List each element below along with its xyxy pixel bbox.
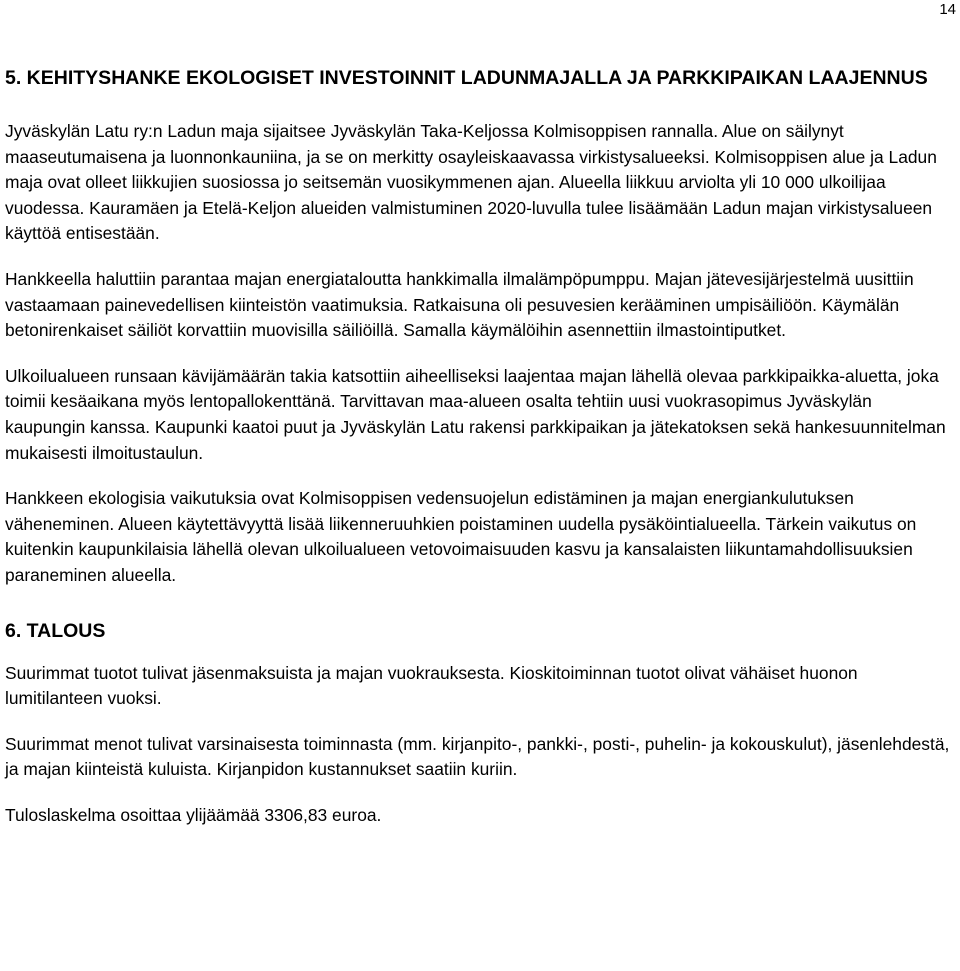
section-5-paragraph-1: Jyväskylän Latu ry:n Ladun maja sijaitsee Jyväskylän Taka-Keljossa Kolmisoppisen rannalla. Alue on säilynyt maaseutumaisena ja luonnonkauniina, ja se on merkitty osayleiskaavassa virkistysalueeksi. Kolmisoppisen alue ja Ladun maja ovat olleet liikkujien suosiossa jo seitsemän vuosikymmenen ajan. Alueella liikkuu arviolta yli 10 000 ulkoilijaa vuodessa. Kauramäen ja Etelä-Keljon alueiden valmistuminen 2020-luvulla tulee lisäämään Ladun majan virkistysalueen käyttöä entisestään. <box>5 121 937 244</box>
section-6-heading: 6. TALOUS <box>5 619 106 642</box>
section-5-paragraph-4: Hankkeen ekologisia vaikutuksia ovat Kolmisoppisen vedensuojelun edistäminen ja majan energiankulutuksen väheneminen. Alueen käytettävyyttä lisää liikenneruuhkien poistaminen uudella pysäköintialueella. Tärkein vaikutus on kuitenkin kaupunkilaisia lähellä olevan ulkoilualueen vetovoimaisuuden kasvu ja kansalaisten liikuntamahdollisuuksien paraneminen alueella. <box>5 488 917 585</box>
section-spacer <box>5 609 955 617</box>
page-number: 14 <box>939 1 956 18</box>
page-content <box>5 64 955 848</box>
section-6-paragraph-3: Tuloslaskelma osoittaa ylijäämää 3306,83 euroa. <box>5 804 382 825</box>
section-5-paragraph-2: Hankkeella haluttiin parantaa majan energiataloutta hankkimalla ilmalämpöpumppu. Majan jätevesijärjestelmä uusittiin vastaamaan painevedellisen kiinteistön vaatimuksia. Ratkaisuna oli pesuvesien kerääminen umpisäiliöön. Käymälän betonirenkaiset säiliöt korvattiin muovisilla säiliöillä. Samalla käymälöihin asennettiin ilmastointiputket. <box>5 268 914 341</box>
section-6-paragraph-1: Suurimmat tuotot tulivat jäsenmaksuista ja majan vuokrauksesta. Kioskitoiminnan tuotot olivat vähäiset huonon lumitilanteen vuoksi. <box>5 662 858 709</box>
section-5-heading: 5. KEHITYSHANKE EKOLOGISET INVESTOINNIT LADUNMAJALLA JA PARKKIPAIKAN LAAJENNUS <box>5 67 928 89</box>
section-6-paragraph-2: Suurimmat menot tulivat varsinaisesta toiminnasta (mm. kirjanpito-, pankki-, posti-, puhelin- ja kokouskulut), jäsenlehdestä, ja majan kiinteistä kuluista. Kirjanpidon kustannukset saatiin kuriin. <box>5 733 950 780</box>
section-5-paragraph-3: Ulkoilualueen runsaan kävijämäärän takia katsottiin aiheelliseksi laajentaa majan lähellä olevaa parkkipaikka-aluetta, joka toimii kesäaikana myös lentopallokenttänä. Tarvittavan maa-alueen osalta tehtiin uusi vuokrasopimus Jyväskylän kaupungin kanssa. Kaupunki kaatoi puut ja Jyväskylän Latu rakensi parkkipaikan ja jätekatoksen sekä hankesuunnitelman mukaisesti ilmoitustaulun. <box>5 365 946 463</box>
